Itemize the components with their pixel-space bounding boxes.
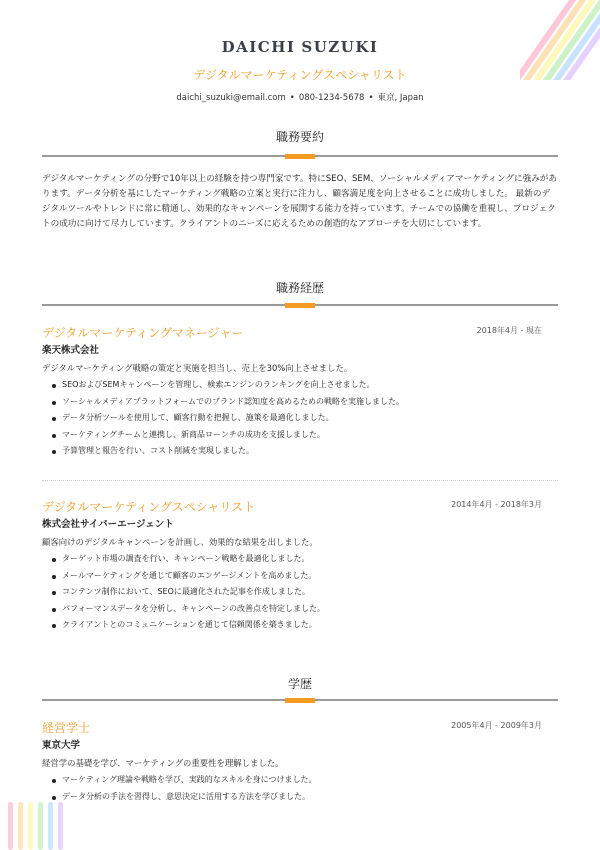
email[interactable]: daichi_suzuki@email.com xyxy=(176,93,286,103)
list-item: ターゲット市場の調査を行い、キャンペーン戦略を最適化しました。 xyxy=(42,551,558,568)
list-item: データ分析の手法を習得し、意思決定に活用する方法を学びました。 xyxy=(42,789,558,806)
entry-divider xyxy=(42,480,558,481)
section-title-summary: 職務要約 xyxy=(275,130,324,144)
list-item: 予算管理と報告を行い、コスト削減を実現しました。 xyxy=(42,443,558,460)
company-name: 楽天株式会社 xyxy=(42,345,100,356)
job-date: 2014年4月 - 2018年3月 xyxy=(451,500,542,509)
education-list xyxy=(42,772,558,805)
section-title-education: 学歴 xyxy=(287,677,312,691)
section-rule xyxy=(42,699,558,701)
resume-header xyxy=(0,38,600,103)
company-name: 株式会社サイバーエージェント xyxy=(42,519,174,530)
list-item: マーケティング理論や戦略を学び、実践的なスキルを身につけました。 xyxy=(42,772,558,789)
section-title-experience: 職務経歴 xyxy=(275,281,324,295)
location: 東京, Japan xyxy=(377,93,424,103)
rule-accent xyxy=(285,303,315,308)
last-name: SUZUKI xyxy=(301,38,379,56)
phone[interactable]: 080-1234-5678 xyxy=(298,93,365,103)
rule-accent xyxy=(285,698,315,703)
stripe xyxy=(58,802,63,850)
section-rule xyxy=(42,155,558,157)
education-date: 2005年4月 - 2009年3月 xyxy=(451,721,542,730)
job-title: デジタルマーケティングマネージャー xyxy=(42,326,244,340)
list-item: パフォーマンスデータを分析し、キャンペーンの改善点を特定しました。 xyxy=(42,601,558,618)
job-entry xyxy=(42,496,558,634)
stripe xyxy=(18,802,23,850)
stripe xyxy=(48,802,53,850)
rule-accent xyxy=(285,154,315,159)
job-description: 顧客向けのデジタルキャンペーンを計画し、効果的な結果を出しました。 xyxy=(42,537,318,547)
job-title: デジタルマーケティングスペシャリスト xyxy=(42,500,256,514)
job-date: 2018年4月 - 現在 xyxy=(476,326,542,335)
first-name: DAICHI xyxy=(221,38,296,56)
list-item: SEOおよびSEMキャンペーンを管理し、検索エンジンのランキングを向上させました。 xyxy=(42,377,558,394)
achievement-list xyxy=(42,377,558,460)
summary-text: デジタルマーケティングの分野で10年以上の経験を持つ専門家です。特にSEO、SEM、ソーシャルメディアマーケティングに強みがあります。データ分析を基にしたマーケティング戦略の立案と実行に注力し、顧客満足度を向上させることに成功しました。 最新のデジタルツールやトレンドに常に精通し、効果的なキャンペーンを展開する能力を持っています。チームでの協働を重視し、プロジェクトの成功に向けて尽力しています。クライアントのニーズに応えるための創造的なアプローチを大切にしています。 xyxy=(42,174,557,229)
separator: • xyxy=(368,93,374,103)
list-item: クライアントとのコミュニケーションを通じて信頼関係を築きました。 xyxy=(42,617,558,634)
separator: • xyxy=(289,93,295,103)
school-name: 東京大学 xyxy=(42,740,81,751)
list-item: コンテンツ制作において、SEOに最適化された記事を作成しました。 xyxy=(42,584,558,601)
decorative-stripes-bottom xyxy=(8,800,78,850)
stripe xyxy=(8,802,13,850)
list-item: メールマーケティングを通じて顧客のエンゲージメントを高めました。 xyxy=(42,568,558,585)
section-rule xyxy=(42,304,558,306)
education-entry xyxy=(42,717,558,805)
list-item: データ分析ツールを使用して、顧客行動を把握し、施策を最適化しました。 xyxy=(42,410,558,427)
list-item: マーケティングチームと連携し、新商品ローンチの成功を支援しました。 xyxy=(42,427,558,444)
stripe xyxy=(38,802,43,850)
job-description: デジタルマーケティング戦略の策定と実施を担当し、売上を30%向上させました。 xyxy=(42,363,353,373)
degree-title: 経営学士 xyxy=(42,721,91,735)
contact-line xyxy=(0,91,600,103)
achievement-list xyxy=(42,551,558,634)
education-description: 経営学の基礎を学び、マーケティングの重要性を理解しました。 xyxy=(42,758,284,768)
job-subtitle: デジタルマーケティングスペシャリスト xyxy=(193,68,407,82)
full-name xyxy=(0,38,600,56)
stripe xyxy=(28,802,33,850)
job-entry xyxy=(42,322,558,460)
list-item: ソーシャルメディアプラットフォームでのブランド認知度を高めるための戦略を実施しました。 xyxy=(42,394,558,411)
